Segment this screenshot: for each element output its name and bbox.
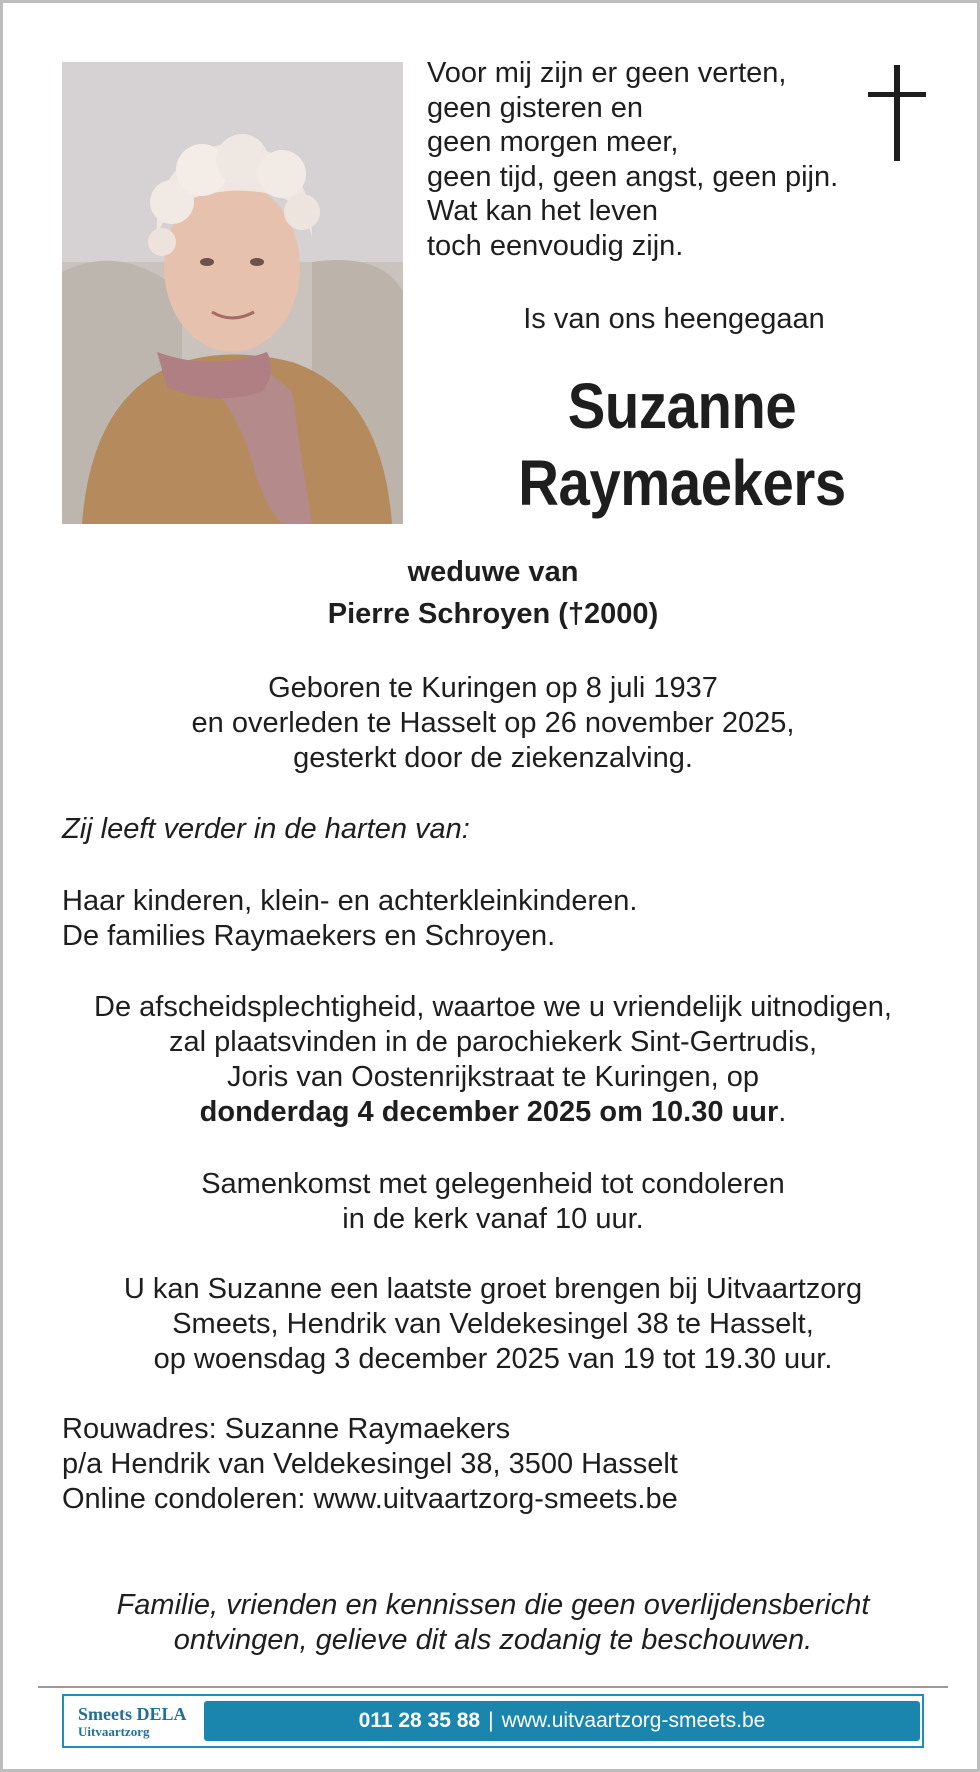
portrait-illustration (62, 62, 403, 524)
visitation-line: op woensdag 3 december 2025 van 19 tot 19.30 uur. (153, 1343, 833, 1375)
funeral-home-banner (62, 1694, 924, 1748)
funeral-line: zal plaatsvinden in de parochiekerk Sint-Gertrudis, (169, 1026, 817, 1058)
address-line: Rouwadres: Suzanne Raymaekers (62, 1413, 511, 1445)
death-line: en overleden te Hasselt op 26 november 2025, (191, 707, 795, 739)
closing-line: ontvingen, gelieve dit als zodanig te beschouwen. (173, 1624, 813, 1656)
gathering-line: Samenkomst met gelegenheid tot condoleren (201, 1168, 785, 1200)
birth-line: Geboren te Kuringen op 8 juli 1937 (268, 672, 718, 704)
phone-number[interactable]: 011 28 35 88 (358, 1709, 481, 1732)
condolence-line: Online condoleren: www.uitvaartzorg-smeets.be (62, 1483, 678, 1515)
visitation-details (43, 1272, 943, 1377)
funeral-details (43, 990, 943, 1130)
closing-note (43, 1588, 943, 1658)
logo-brand: Smeets DELA (78, 1704, 187, 1724)
closing-line: Familie, vrienden en kennissen die geen overlijdensbericht (116, 1589, 870, 1621)
mourning-address (62, 1412, 942, 1517)
contact-separator: | (488, 1709, 494, 1732)
survivors-intro: Zij leeft verder in de harten van: (62, 813, 470, 845)
website-link[interactable]: www.uitvaartzorg-smeets.be (501, 1709, 766, 1732)
first-name: Suzanne (567, 370, 797, 442)
poem-line: geen tijd, geen angst, geen pijn. (427, 160, 839, 193)
address-line: p/a Hendrik van Veldekesingel 38, 3500 Hasselt (62, 1448, 678, 1480)
sacrament-line: gesterkt door de ziekenzalving. (293, 742, 693, 774)
last-name: Raymaekers (518, 447, 846, 519)
funeral-line: Joris van Oostenrijkstraat te Kuringen, op (227, 1061, 759, 1093)
gathering-line: in de kerk vanaf 10 uur. (342, 1203, 644, 1235)
poem-line: geen gisteren en (427, 91, 644, 124)
divider (38, 1686, 948, 1688)
deceased-name (458, 368, 907, 522)
spouse-label: weduwe van (407, 556, 579, 588)
portrait-photo (62, 62, 403, 524)
funeral-date-line (43, 1095, 943, 1130)
gathering-details (43, 1167, 943, 1237)
poem-line: Wat kan het leven (427, 195, 659, 228)
cross-icon (868, 65, 926, 161)
logo-subtitle: Uitvaartzorg (78, 1724, 150, 1739)
visitation-line: Smeets, Hendrik van Veldekesingel 38 te Hasselt, (172, 1308, 814, 1340)
visitation-line: U kan Suzanne een laatste groet brengen bij Uitvaartzorg (123, 1273, 863, 1305)
funeral-line: De afscheidsplechtigheid, waartoe we u vriendelijk uitnodigen, (94, 991, 892, 1023)
funeral-datetime: donderdag 4 december 2025 om 10.30 uur (199, 1096, 779, 1128)
spouse-name: Pierre Schroyen (†2000) (327, 598, 659, 630)
poem-line: Voor mij zijn er geen verten, (427, 57, 787, 89)
survivors-list (62, 884, 942, 954)
poem-line: toch eenvoudig zijn. (427, 229, 684, 262)
survivors-line: De families Raymaekers en Schroyen. (62, 920, 556, 952)
funeral-period: . (778, 1096, 787, 1128)
survivors-line: Haar kinderen, klein- en achterkleinkinderen. (62, 885, 638, 917)
life-dates (43, 671, 943, 776)
contact-bar (204, 1701, 920, 1741)
announcement-intro: Is van ons heengegaan (523, 303, 825, 335)
poem-line: geen morgen meer, (427, 126, 679, 159)
spouse-section (43, 551, 943, 635)
funeral-home-logo (78, 1704, 187, 1740)
poem (427, 56, 838, 264)
